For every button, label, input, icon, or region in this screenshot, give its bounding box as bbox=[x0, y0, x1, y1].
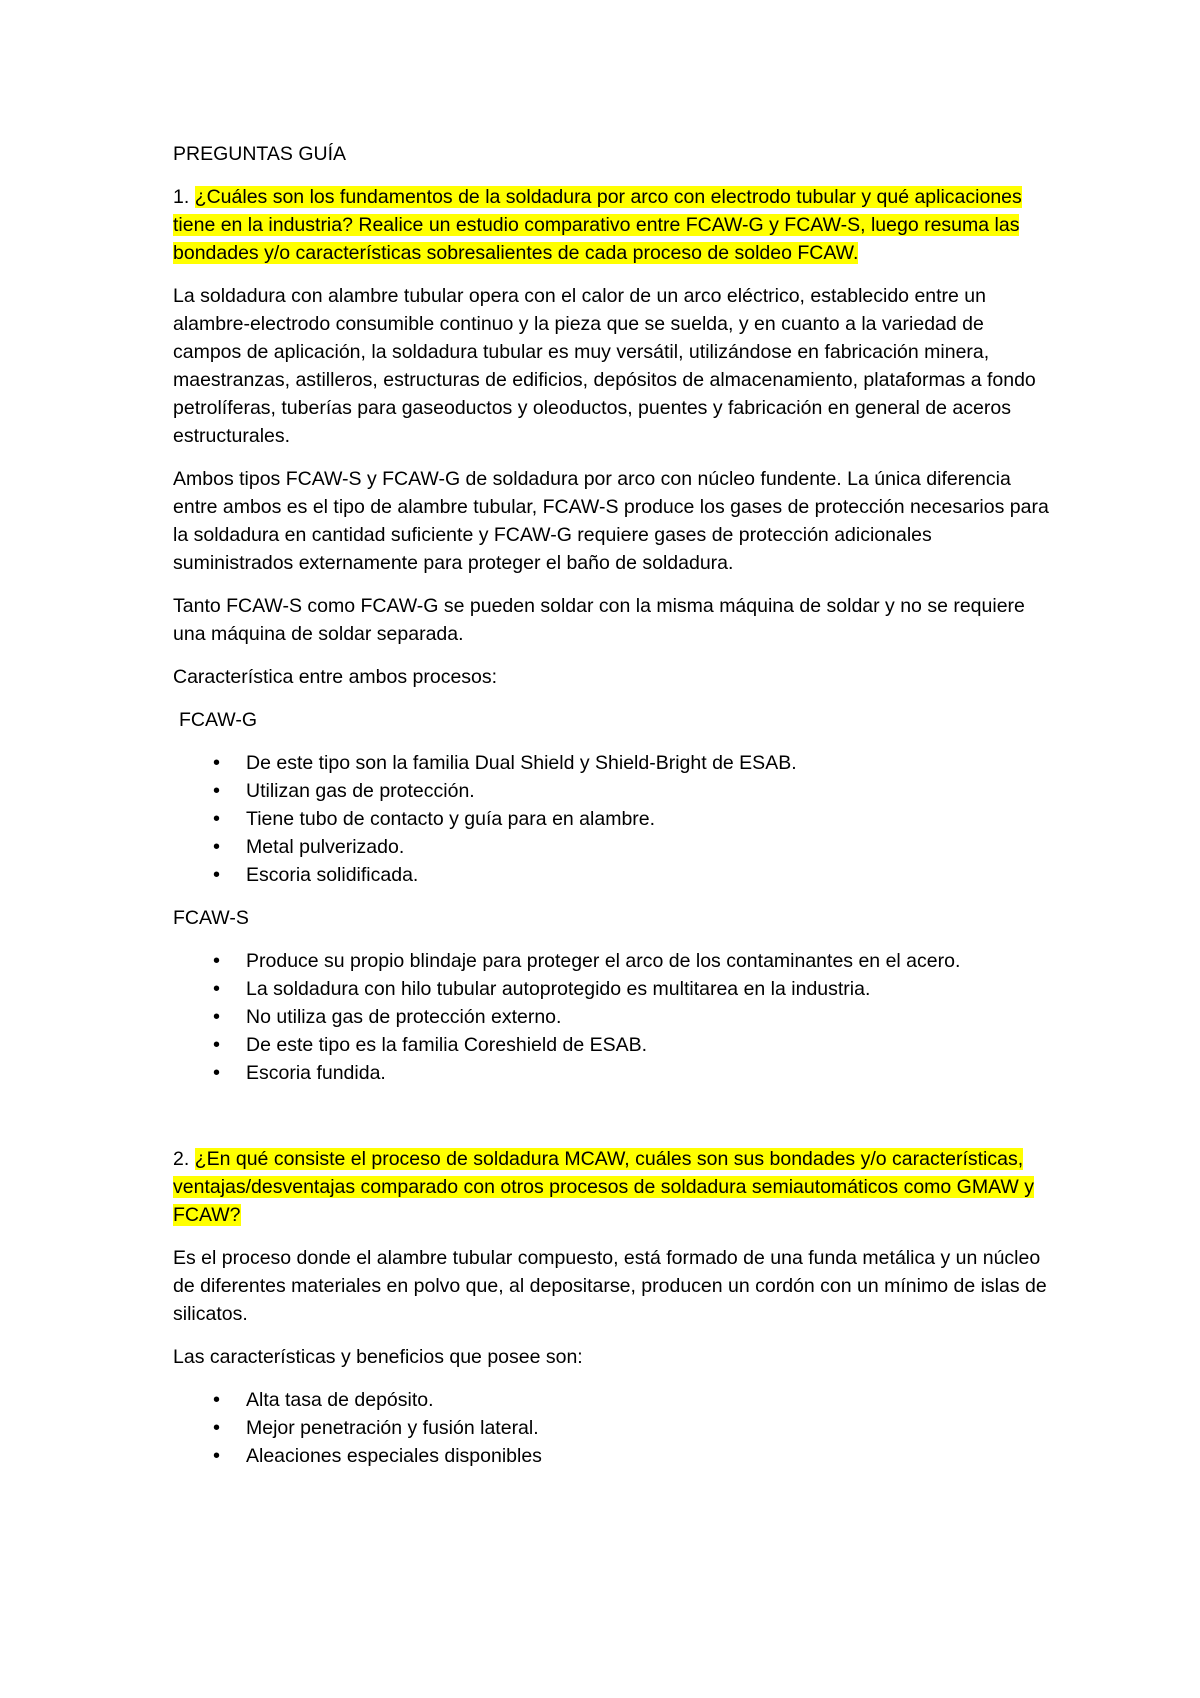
fcaw-s-heading: FCAW-S bbox=[173, 907, 249, 929]
question-1-number: 1. bbox=[173, 186, 195, 208]
fcaw-s-list bbox=[173, 947, 1053, 1087]
list-item: • Escoria solidificada. bbox=[173, 861, 1053, 889]
question-2-text: ¿En qué consiste el proceso de soldadura MCAW, cuáles son sus bondades y/o características, ventajas/desventajas comparado con otros procesos de soldadura semiautomáticos como GMAW y FCAW? bbox=[173, 1148, 1034, 1226]
list-item: • Utilizan gas de protección. bbox=[173, 777, 1053, 805]
paragraph-same-machine: Tanto FCAW-S como FCAW-G se pueden soldar con la misma máquina de soldar y no se requiere una máquina de soldar separada. bbox=[173, 595, 1025, 645]
list-item: • Mejor penetración y fusión lateral. bbox=[173, 1414, 1053, 1442]
fcaw-g-heading: FCAW-G bbox=[179, 709, 257, 731]
list-item: • De este tipo son la familia Dual Shield y Shield-Bright de ESAB. bbox=[173, 749, 1053, 777]
list-item: • Aleaciones especiales disponibles bbox=[173, 1442, 1053, 1470]
list-item: • Alta tasa de depósito. bbox=[173, 1386, 1053, 1414]
list-item: • De este tipo es la familia Coreshield de ESAB. bbox=[173, 1031, 1053, 1059]
paragraph-mcaw-definition: Es el proceso donde el alambre tubular compuesto, está formado de una funda metálica y un núcleo de diferentes materiales en polvo que, al depositarse, producen un cordón con un mínimo de islas de silicatos. bbox=[173, 1247, 1047, 1325]
question-1-text: ¿Cuáles son los fundamentos de la soldadura por arco con electrodo tubular y qué aplicaciones tiene en la industria? Realice un estudio comparativo entre FCAW-G y FCAW-S, luego resuma las bondades y/o características sobresalientes de cada proceso de soldeo FCAW. bbox=[173, 186, 1022, 264]
list-item: • Tiene tubo de contacto y guía para en alambre. bbox=[173, 805, 1053, 833]
paragraph-benefits-intro: Las características y beneficios que posee son: bbox=[173, 1346, 583, 1368]
fcaw-g-list bbox=[173, 749, 1053, 889]
question-2-number: 2. bbox=[173, 1148, 195, 1170]
paragraph-differences: Ambos tipos FCAW-S y FCAW-G de soldadura por arco con núcleo fundente. La única diferencia entre ambos es el tipo de alambre tubular, FCAW-S produce los gases de protección necesarios para la soldadura en cantidad suficiente y FCAW-G requiere gases de protección adicionales suministrados externamente para proteger el baño de soldadura. bbox=[173, 468, 1049, 574]
benefits-list bbox=[173, 1386, 1053, 1470]
document-title: PREGUNTAS GUÍA bbox=[173, 143, 346, 165]
question-1 bbox=[173, 183, 1053, 267]
list-item: • No utiliza gas de protección externo. bbox=[173, 1003, 1053, 1031]
list-item: • La soldadura con hilo tubular autoprotegido es multitarea en la industria. bbox=[173, 975, 1053, 1003]
list-item: • Escoria fundida. bbox=[173, 1059, 1053, 1087]
list-item: • Metal pulverizado. bbox=[173, 833, 1053, 861]
paragraph-characteristics-intro: Característica entre ambos procesos: bbox=[173, 666, 498, 688]
section-spacer bbox=[173, 1102, 1053, 1145]
question-2 bbox=[173, 1145, 1053, 1229]
paragraph-applications: La soldadura con alambre tubular opera con el calor de un arco eléctrico, establecido entre un alambre-electrodo consumible continuo y la pieza que se suelda, y en cuanto a la variedad de campos de aplicación, la soldadura tubular es muy versátil, utilizándose en fabricación minera, maestranzas, astilleros, estructuras de edificios, depósitos de almacenamiento, plataformas a fondo petrolíferas, tuberías para gaseoductos y oleoductos, puentes y fabricación en general de aceros estructurales. bbox=[173, 285, 1036, 447]
document-page bbox=[173, 140, 1053, 1485]
list-item: • Produce su propio blindaje para proteger el arco de los contaminantes en el acero. bbox=[173, 947, 1053, 975]
